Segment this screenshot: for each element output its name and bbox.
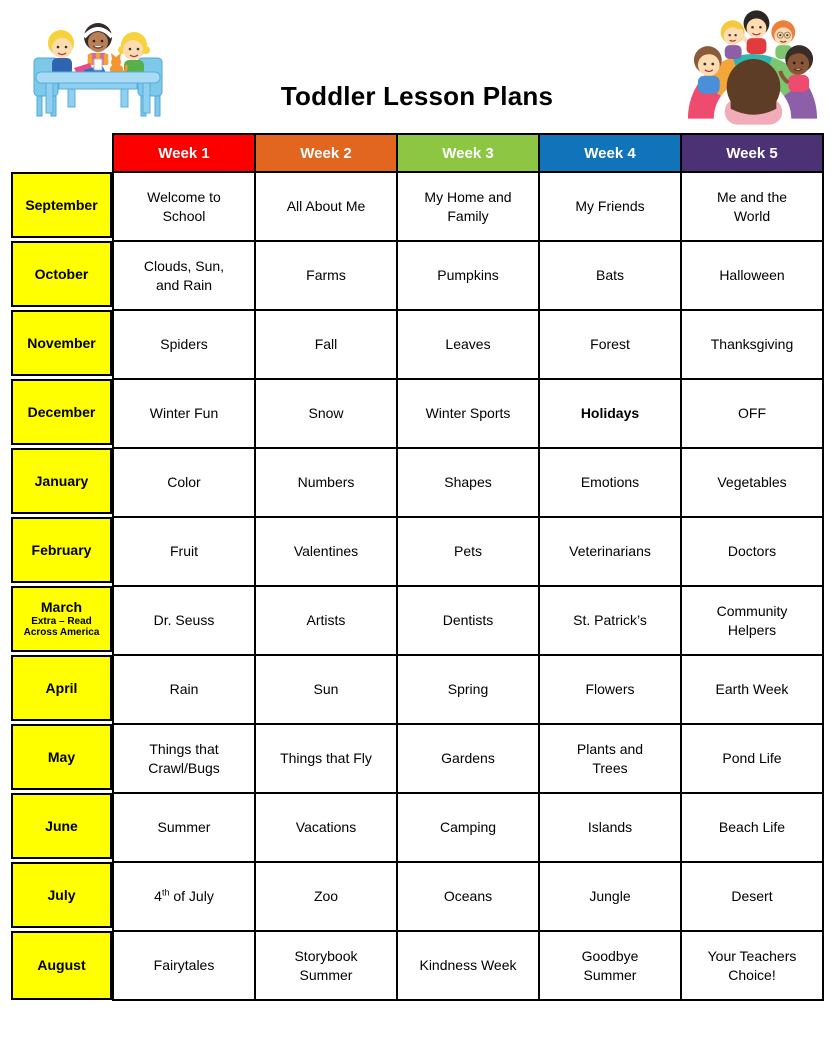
month-box-may [11, 724, 112, 790]
cell-january-week-1: Color [113, 448, 255, 517]
cell-april-week-1: Rain [113, 655, 255, 724]
month-cell-december [11, 379, 113, 448]
cell-december-week-1: Winter Fun [113, 379, 255, 448]
month-row-october [11, 241, 823, 310]
cell-february-week-2: Valentines [255, 517, 397, 586]
month-box-september [11, 172, 112, 238]
month-cell-september [11, 172, 113, 241]
cell-september-week-3: My Home and Family [397, 172, 539, 241]
month-label: January [34, 472, 89, 489]
cell-october-week-5: Halloween [681, 241, 823, 310]
month-box-december [11, 379, 112, 445]
month-row-june [11, 793, 823, 862]
cell-march-week-5: Community Helpers [681, 586, 823, 655]
month-label: May [47, 748, 76, 765]
cell-may-week-2: Things that Fly [255, 724, 397, 793]
month-box-november [11, 310, 112, 376]
cell-july-week-1: 4th of July [113, 862, 255, 931]
month-row-november [11, 310, 823, 379]
storytime-kids-clipart [681, 4, 825, 126]
month-cell-october [11, 241, 113, 310]
cell-january-week-5: Vegetables [681, 448, 823, 517]
cell-february-week-5: Doctors [681, 517, 823, 586]
cell-june-week-5: Beach Life [681, 793, 823, 862]
cell-november-week-2: Fall [255, 310, 397, 379]
cell-april-week-3: Spring [397, 655, 539, 724]
cell-january-week-4: Emotions [539, 448, 681, 517]
cell-may-week-4: Plants and Trees [539, 724, 681, 793]
cell-december-week-4: Holidays [539, 379, 681, 448]
week-header-row [11, 134, 823, 172]
month-row-february [11, 517, 823, 586]
cell-august-week-3: Kindness Week [397, 931, 539, 1000]
cell-february-week-1: Fruit [113, 517, 255, 586]
cell-april-week-4: Flowers [539, 655, 681, 724]
cell-july-week-4: Jungle [539, 862, 681, 931]
cell-december-week-5: OFF [681, 379, 823, 448]
month-label: November [27, 334, 96, 351]
month-box-april [11, 655, 112, 721]
month-cell-june [11, 793, 113, 862]
cell-march-week-3: Dentists [397, 586, 539, 655]
cell-february-week-4: Veterinarians [539, 517, 681, 586]
month-row-april [11, 655, 823, 724]
month-label: August [37, 957, 86, 974]
cell-january-week-2: Numbers [255, 448, 397, 517]
cell-february-week-3: Pets [397, 517, 539, 586]
month-box-march [11, 586, 112, 652]
cell-june-week-2: Vacations [255, 793, 397, 862]
cell-march-week-4: St. Patrick’s [539, 586, 681, 655]
cell-may-week-3: Gardens [397, 724, 539, 793]
month-row-march [11, 586, 823, 655]
month-cell-april [11, 655, 113, 724]
lesson-plan-table [11, 133, 824, 1001]
month-cell-march [11, 586, 113, 655]
month-cell-august [11, 931, 113, 1000]
cell-may-week-5: Pond Life [681, 724, 823, 793]
week-4-header: Week 4 [539, 134, 681, 172]
month-cell-november [11, 310, 113, 379]
month-row-may [11, 724, 823, 793]
cell-april-week-5: Earth Week [681, 655, 823, 724]
month-label: December [27, 403, 96, 420]
month-box-july [11, 862, 112, 928]
cell-september-week-5: Me and the World [681, 172, 823, 241]
month-box-february [11, 517, 112, 583]
cell-september-week-4: My Friends [539, 172, 681, 241]
month-cell-february [11, 517, 113, 586]
month-row-january [11, 448, 823, 517]
cell-october-week-1: Clouds, Sun, and Rain [113, 241, 255, 310]
cell-march-week-2: Artists [255, 586, 397, 655]
cell-august-week-1: Fairytales [113, 931, 255, 1000]
cell-september-week-1: Welcome to School [113, 172, 255, 241]
month-cell-may [11, 724, 113, 793]
cell-october-week-2: Farms [255, 241, 397, 310]
month-label: October [34, 265, 89, 282]
month-label: March [40, 599, 83, 616]
cell-july-week-5: Desert [681, 862, 823, 931]
cell-may-week-1: Things that Crawl/Bugs [113, 724, 255, 793]
cell-august-week-4: Goodbye Summer [539, 931, 681, 1000]
week-1-header: Week 1 [113, 134, 255, 172]
page-title: Toddler Lesson Plans [280, 81, 554, 111]
month-row-july [11, 862, 823, 931]
month-cell-january [11, 448, 113, 517]
cell-august-week-2: Storybook Summer [255, 931, 397, 1000]
month-label: September [25, 196, 98, 213]
week-2-header: Week 2 [255, 134, 397, 172]
month-label: July [47, 886, 76, 903]
month-row-december [11, 379, 823, 448]
cell-january-week-3: Shapes [397, 448, 539, 517]
month-row-september [11, 172, 823, 241]
week-5-header: Week 5 [681, 134, 823, 172]
cell-december-week-2: Snow [255, 379, 397, 448]
corner-cell [11, 134, 113, 172]
month-label: February [31, 541, 92, 558]
month-box-august [11, 931, 112, 1000]
cell-july-week-2: Zoo [255, 862, 397, 931]
month-box-june [11, 793, 112, 859]
month-note: Extra – Read Across America [23, 615, 100, 639]
lesson-table-body [11, 172, 823, 1000]
cell-november-week-1: Spiders [113, 310, 255, 379]
cell-july-week-3: Oceans [397, 862, 539, 931]
month-box-october [11, 241, 112, 307]
cell-june-week-4: Islands [539, 793, 681, 862]
cell-june-week-3: Camping [397, 793, 539, 862]
cell-november-week-4: Forest [539, 310, 681, 379]
cell-april-week-2: Sun [255, 655, 397, 724]
cell-march-week-1: Dr. Seuss [113, 586, 255, 655]
cell-november-week-5: Thanksgiving [681, 310, 823, 379]
cell-september-week-2: All About Me [255, 172, 397, 241]
month-label: June [45, 817, 78, 834]
cell-october-week-4: Bats [539, 241, 681, 310]
cell-december-week-3: Winter Sports [397, 379, 539, 448]
ordinal-superscript: th [161, 887, 170, 898]
month-label: April [45, 679, 78, 696]
cell-october-week-3: Pumpkins [397, 241, 539, 310]
month-cell-july [11, 862, 113, 931]
cell-june-week-1: Summer [113, 793, 255, 862]
month-box-january [11, 448, 112, 514]
week-3-header: Week 3 [397, 134, 539, 172]
cell-august-week-5: Your Teachers Choice! [681, 931, 823, 1000]
cell-november-week-3: Leaves [397, 310, 539, 379]
month-row-august [11, 931, 823, 1000]
